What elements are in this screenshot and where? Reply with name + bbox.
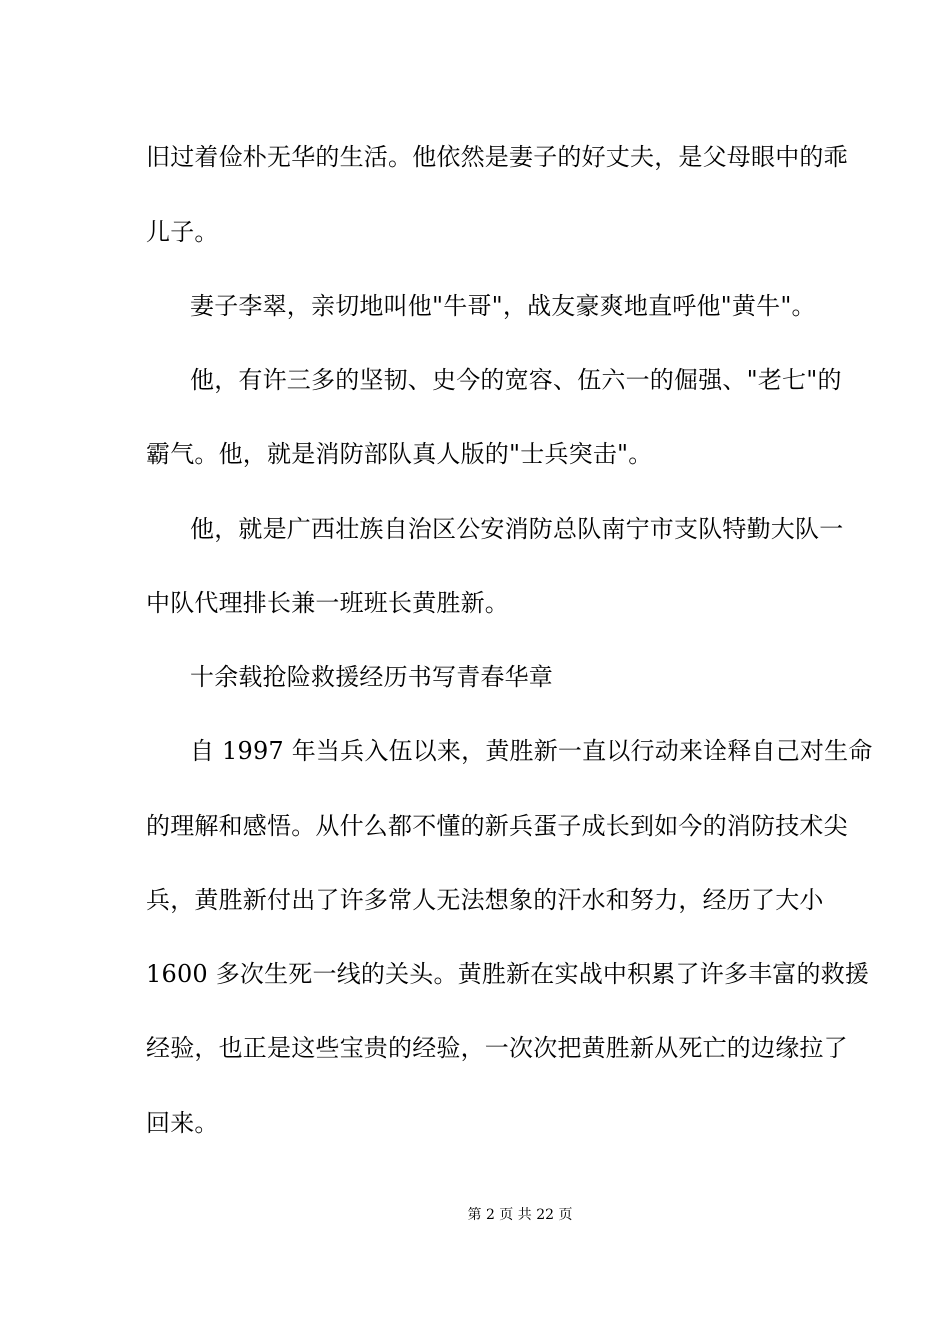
text-line: 1600 多次生死一线的关头。黄胜新在实战中积累了许多丰富的救援 [146, 960, 870, 988]
text-line: 旧过着俭朴无华的生活。他依然是妻子的好丈夫，是父母眼中的乖 [146, 143, 848, 171]
text-line: 儿子。 [146, 218, 219, 246]
text-line: 霸气。他，就是消防部队真人版的"士兵突击"。 [146, 440, 653, 468]
text-line: 他，有许三多的坚韧、史今的宽容、伍六一的倔强、"老七"的 [190, 366, 842, 394]
text-line: 的理解和感悟。从什么都不懂的新兵蛋子成长到如今的消防技术尖 [146, 812, 848, 840]
text-line: 妻子李翠，亲切地叫他"牛哥"，战友豪爽地直呼他"黄牛"。 [190, 292, 816, 320]
text-line: 兵，黄胜新付出了许多常人无法想象的汗水和努力，经历了大小 [146, 886, 824, 914]
page-number-footer: 第 2 页 共 22 页 [467, 1207, 573, 1223]
text-line: 自 1997 年当兵入伍以来，黄胜新一直以行动来诠释自己对生命 [190, 737, 873, 765]
text-line: 中队代理排长兼一班班长黄胜新。 [146, 589, 509, 617]
text-line: 他，就是广西壮族自治区公安消防总队南宁市支队特勤大队一 [190, 515, 844, 543]
text-line: 经验，也正是这些宝贵的经验，一次次把黄胜新从死亡的边缘拉了 [146, 1034, 848, 1062]
section-heading: 十余载抢险救援经历书写青春华章 [190, 663, 553, 691]
text-line: 回来。 [146, 1109, 219, 1137]
